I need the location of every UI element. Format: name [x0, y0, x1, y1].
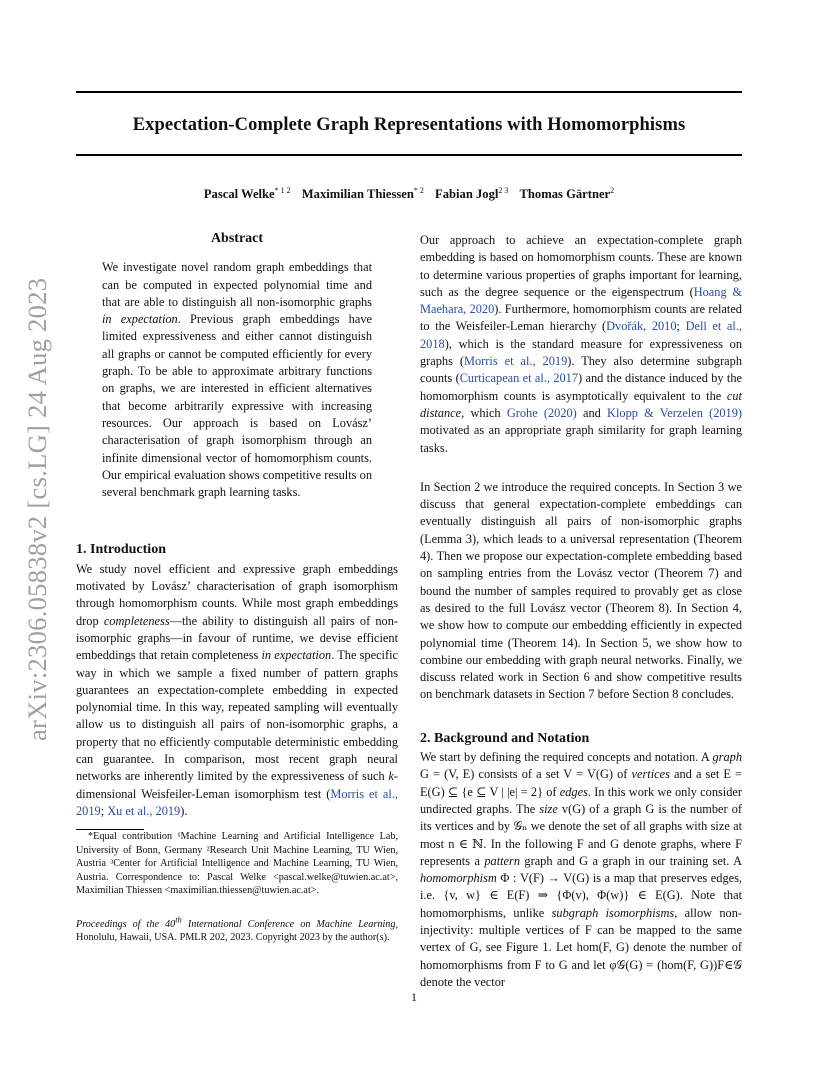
- arxiv-identifier-stamp: arXiv:2306.05838v2 [cs.LG] 24 Aug 2023: [22, 277, 52, 741]
- citation-link[interactable]: Klopp & Verzelen (2019): [607, 405, 742, 420]
- background-heading: 2. Background and Notation: [420, 730, 590, 746]
- affiliation-footnote: *Equal contribution ¹Machine Learning and Artificial Intelligence Lab, University of Bonn, Germany ²Research Unit Machine Learning, TU Wien, Austria ³Center for Artificial Intelligence and Machine Learning, TU Wien, Austria. Correspondence to: Pascal Welke <pascal.welke@tuwien.ac.at>, Maximilian Thiessen <maximilian.thiessen@tuwien.ac.at>.: [76, 831, 398, 896]
- approach-paragraph: Our approach to achieve an expectation-complete graph embedding is based on homomorphism counts. These are known to determine various properties of graphs important for learning, such as the degree sequence or the eigenspectrum (Hoang & Maehara, 2020). Furthermore, homomorphism counts are related to the Weisfeiler-Leman hierarchy (Dvořák, 2010; Dell et al., 2018), which is the standard measure for expressiveness on graphs (Morris et al., 2019). They also determine subgraph counts (Curticapean et al., 2017) and the distance induced by the homomorphism counts is asymptotically equivalent to the cut distance, which Grohe (2020) and Klopp & Verzelen (2019) motivated as an appropriate graph similarity for graph learning tasks.: [420, 233, 743, 455]
- author: Maximilian Thiessen$^{* 2}$: [301, 186, 424, 202]
- title-top-rule: [76, 91, 742, 93]
- proceedings-note: Proceedings of the 40th International Conference on Machine Learning, Honolulu, Hawaii, USA. PMLR 202, 2023. Copyright 2023 by the author(s).: [76, 914, 399, 944]
- introduction-paragraph: We study novel efficient and expressive graph embeddings motivated by Lovász’ characterisation of graph isomorphism through homomorphism counts. While most graph embeddings drop completeness—the ability to distinguish all pairs of non-isomorphic graphs—in favour of runtime, we devise efficient embeddings that retain completeness in expectation. The specific way in which we sample a fixed number of pattern graphs guarantees an expectation-complete embedding in expected polynomial time. In this way, repeated sampling will eventually allow us to distinguish all pairs of non-isomorphic graphs, a property that no efficiently computable deterministic embedding can guarantee. In comparison, most recent graph neural networks are inherently limited by the expressiveness of such k-dimensional Weisfeiler-Leman isomorphism test (Morris et al., 2019; Xu et al., 2019).: [76, 561, 398, 818]
- author-list: [76, 186, 742, 202]
- abstract-heading: Abstract: [210, 231, 264, 246]
- page-number: 1: [411, 990, 417, 1004]
- citation-link[interactable]: Curticapean et al., 2017: [459, 371, 579, 386]
- author: Thomas Gärtner$^2$: [519, 186, 615, 202]
- introduction-heading: 1. Introduction: [76, 542, 166, 558]
- outline-paragraph: In Section 2 we introduce the required concepts. In Section 3 we discuss that general expectation-complete embeddings can eventually distinguish all pairs of non-isomorphic graphs (Lemma 3), which leads to a universal representation (Theorem 4). Then we propose our expectation-complete embedding based on sampling entries from the Lovász vector (Theorem 7) and bound the number of samples required to provably get as close as desired to the full Lovász vector (Theorem 8). In Section 4, we show how to compute our embedding efficiently in expected polynomial time (Theorem 14). In Section 5, we show how to combine our embedding with graph neural networks. Finally, we discuss related work in Section 6 and show competitive results on benchmark datasets in Section 7 before Section 8 concludes.: [420, 479, 742, 702]
- background-paragraph: We start by defining the required concepts and notation. A graph G = (V, E) consists of a set V = V(G) of vertices and a set E = E(G) ⊆ {e ⊆ V | |e| = 2} of edges. In this work we only consider undirected graphs. The size v(G) of a graph G is the number of its vertices and by 𝒢ₙ we denote the set of all graphs with size at most n ∈ ℕ. In the following F and G denote graphs, where F represents a pattern graph and G a graph in our training set. A homomorphism Φ : V(F) → V(G) is a map that preserves edges, i.e. {v, w} ∈ E(F) ⇒ {Φ(v), Φ(w)} ∈ E(G). Note that homomorphisms, unlike subgraph isomorphisms, allow non-injectivity: multiple vertices of F can be mapped to the same vertex of G, see Figure 1. Let hom(F, G) denote the number of homomorphisms from F to G and let φ𝒢(G) = (hom(F, G))F∈𝒢 denote the vector: [420, 750, 742, 989]
- footnotes: [76, 822, 398, 945]
- citation-link[interactable]: Dvořák, 2010: [606, 319, 677, 334]
- citation-link[interactable]: Morris et al., 2019: [464, 354, 568, 369]
- citation-link[interactable]: Hoang & Maehara, 2020: [420, 284, 742, 317]
- citation-link[interactable]: Dell et al., 2018: [420, 319, 743, 351]
- title-bottom-rule: [76, 154, 742, 156]
- abstract-text: We investigate novel random graph embeddings that can be computed in expected polynomial time and that are able to distinguish all non-isomorphic graphs in expectation. Previous graph embeddings have limited expressiveness and either cannot distinguish all graphs or cannot be computed efficiently for every graph. To be able to approximate arbitrary functions on graphs, we are interested in efficient alternatives that become arbitrarily expressive with increasing resources. Our approach is based on Lovász’ characterisation of graph isomorphism through an infinite dimensional vector of homomorphism counts. Our empirical evaluation shows competitive results on several benchmark graph learning tasks.: [102, 260, 372, 500]
- author: Fabian Jogl$^{2 3}$: [435, 186, 509, 202]
- paper-title: Expectation-Complete Graph Representations with Homomorphisms: [132, 115, 686, 135]
- citation-link[interactable]: Morris et al., 2019: [76, 786, 398, 818]
- citation-link[interactable]: Grohe (2020): [506, 405, 577, 420]
- left-column: [76, 230, 398, 820]
- citation-link[interactable]: Xu et al., 2019: [107, 803, 181, 818]
- right-column: [420, 232, 742, 991]
- author: Pascal Welke$^{* 1 2}$: [203, 186, 291, 202]
